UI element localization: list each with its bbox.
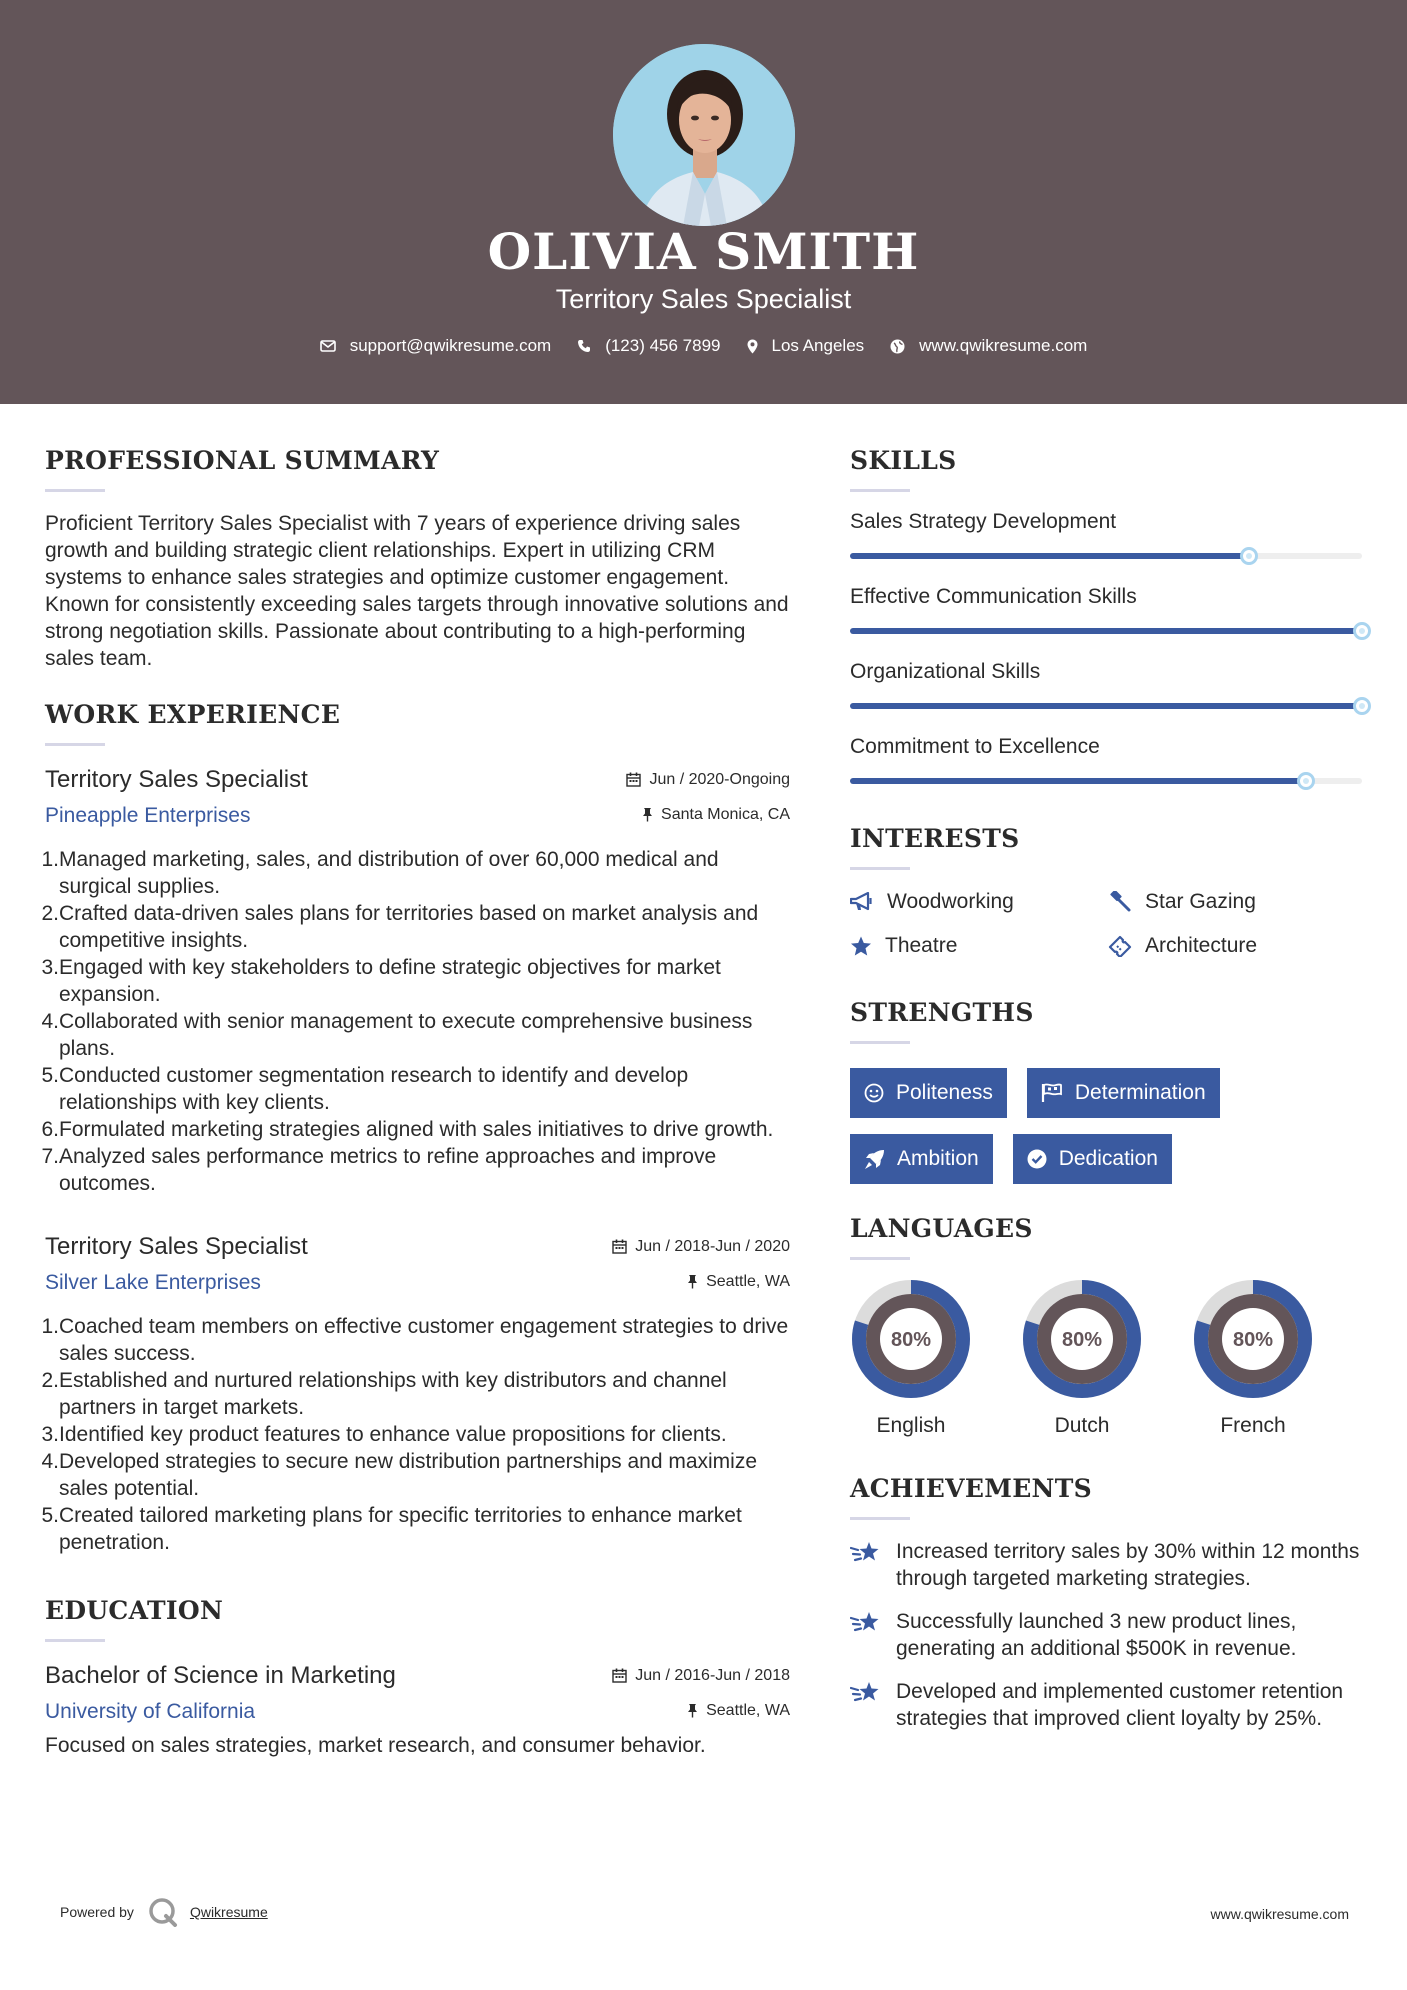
section-divider [850, 867, 910, 870]
language-name: Dutch [1054, 1414, 1110, 1437]
list-item: 5. Created tailored marketing plans for specific territories to enhance market penetration. [41, 1504, 742, 1554]
skill-bar [850, 703, 1362, 709]
job-location: Santa Monica, CA [642, 806, 790, 824]
contact-email[interactable] [320, 336, 552, 356]
rocket-icon [864, 1149, 885, 1170]
qwikresume-logo-icon [148, 1897, 178, 1927]
shooting-star-icon [850, 1610, 882, 1636]
star-icon [850, 936, 872, 957]
skill-bar-knob [1353, 622, 1371, 640]
section-divider [850, 1517, 910, 1520]
achievement-text: Developed and implemented customer retention strategies that improved client loyalty by 25%. [896, 1680, 1344, 1730]
language-item [1021, 1278, 1192, 1438]
language-percent: 80% [1061, 1329, 1103, 1351]
calendar-icon [626, 772, 641, 787]
skill-bar-fill [850, 628, 1362, 634]
smile-icon [864, 1083, 884, 1103]
calendar-icon [612, 1668, 627, 1683]
pushpin-icon [642, 807, 653, 822]
job-entry [41, 1233, 790, 1556]
job-date: Jun / 2018-Jun / 2020 [612, 1238, 790, 1256]
achievement-text: Successfully launched 3 new product lines, generating an additional $500K in revenue. [896, 1610, 1297, 1660]
skill-bar-knob [1353, 697, 1371, 715]
summary-heading: PROFESSIONAL SUMMARY [45, 446, 440, 475]
job-date: Jun / 2020-Ongoing [626, 771, 790, 789]
language-item [850, 1278, 1021, 1438]
interests-heading: INTERESTS [850, 824, 1020, 853]
language-percent: 80% [890, 1329, 932, 1351]
contact-phone[interactable] [577, 336, 720, 356]
strength-tag: Ambition [850, 1134, 993, 1184]
footer-powered-by [60, 1897, 268, 1927]
skills-heading: SKILLS [850, 446, 957, 475]
skill-bar [850, 553, 1362, 559]
section-divider [850, 1257, 910, 1260]
list-item: 4. Collaborated with senior management to execute comprehensive business plans. [41, 1010, 753, 1060]
summary-section [45, 446, 790, 672]
list-item: 1. Coached team members on effective customer engagement strategies to drive sales success. [41, 1315, 789, 1365]
list-item: 4. Developed strategies to secure new distribution partnerships and maximize sales potential. [41, 1450, 758, 1500]
experience-heading: WORK EXPERIENCE [45, 700, 341, 729]
contact-website[interactable] [890, 336, 1087, 356]
skill-name: Commitment to Excellence [850, 735, 1100, 758]
achievement-item [850, 1538, 1370, 1592]
job-location: Seattle, WA [687, 1273, 790, 1291]
strengths-heading: STRENGTHS [850, 998, 1034, 1027]
skill-name: Sales Strategy Development [850, 510, 1117, 533]
achievement-item [850, 1608, 1370, 1662]
skill-item [850, 660, 1370, 709]
skill-bar-knob [1297, 772, 1315, 790]
strength-tag: Politeness [850, 1068, 1007, 1118]
contact-location [747, 336, 865, 356]
section-divider [850, 1041, 910, 1044]
interest-item: Woodworking [850, 890, 1108, 914]
list-item: 2. Crafted data-driven sales plans for territories based on market analysis and competitive insights. [41, 902, 759, 952]
section-divider [45, 489, 105, 492]
list-item: 5. Conducted customer segmentation research to identify and develop relationships with key clients. [41, 1064, 689, 1114]
strengths-section [850, 998, 1370, 1200]
list-item: 2. Established and nurtured relationships with key distributors and channel partners in target markets. [41, 1369, 727, 1419]
achievements-heading: ACHIEVEMENTS [850, 1474, 1092, 1503]
shooting-star-icon [850, 1540, 882, 1566]
list-item: 3. Identified key product features to enhance value propositions for clients. [41, 1423, 727, 1446]
language-name: French [1220, 1414, 1286, 1437]
envelope-icon [320, 340, 336, 352]
pushpin-icon [687, 1703, 698, 1718]
right-column [850, 404, 1370, 1748]
experience-section [41, 700, 790, 1556]
list-item: 3. Engaged with key stakeholders to define strategic objectives for market expansion. [41, 956, 721, 1006]
list-item: 1. Managed marketing, sales, and distribution of over 60,000 medical and surgical supplies. [41, 848, 719, 898]
skill-bar [850, 628, 1362, 634]
strength-tag: Dedication [1013, 1134, 1172, 1184]
language-progress-ring [1192, 1278, 1314, 1400]
achievement-text: Increased territory sales by 30% within 12 months through targeted marketing strategies. [896, 1540, 1360, 1590]
job-company: Silver Lake Enterprises [45, 1271, 261, 1294]
language-item [1192, 1278, 1363, 1438]
achievements-section [850, 1474, 1370, 1732]
language-name: English [876, 1414, 946, 1437]
phone-icon [577, 339, 591, 353]
job-role: Territory Sales Specialist [45, 1233, 308, 1260]
job-entry [41, 766, 790, 1197]
education-heading: EDUCATION [45, 1596, 224, 1625]
skill-bar-fill [850, 778, 1306, 784]
qwikresume-link[interactable]: Qwikresume [189, 1904, 268, 1920]
megaphone-icon [850, 892, 874, 912]
skill-item [850, 585, 1370, 634]
skill-item [850, 510, 1370, 559]
calendar-icon [612, 1239, 627, 1254]
skill-bar-fill [850, 553, 1249, 559]
left-column [41, 404, 790, 1759]
skill-name: Organizational Skills [850, 660, 1041, 683]
section-divider [45, 1639, 105, 1642]
phone-text: (123) 456 7899 [605, 336, 721, 355]
summary-text: Proficient Territory Sales Specialist with 7 years of experience driving sales growth and building strategic client relationships. Expert in utilizing CRM systems to enhance sales strategies and optimize customer engagement. Known for consistently exceeding sales targets through innovative solutions and strong negotiation skills. Passionate about contributing to a high-performing sales team. [45, 512, 789, 670]
skill-name: Effective Communication Skills [850, 585, 1137, 608]
skill-bar-fill [850, 703, 1362, 709]
person-portrait-icon [613, 44, 795, 226]
resume-header [0, 0, 1407, 404]
ticket-icon [1108, 935, 1132, 957]
powered-by-label: Powered by [60, 1904, 134, 1920]
education-date: Jun / 2016-Jun / 2018 [612, 1667, 790, 1685]
education-entry [45, 1662, 790, 1759]
school-name: University of California [45, 1700, 256, 1723]
strength-tag: Determination [1027, 1068, 1220, 1118]
skill-bar-knob [1240, 547, 1258, 565]
section-divider [850, 489, 910, 492]
interest-item: Star Gazing [1108, 890, 1366, 914]
footer-website[interactable]: www.qwikresume.com [1210, 1906, 1349, 1922]
education-location: Seattle, WA [687, 1702, 790, 1720]
contact-bar [0, 336, 1407, 356]
achievement-item [850, 1678, 1370, 1732]
skill-item [850, 735, 1370, 784]
globe-icon [890, 339, 905, 354]
location-text: Los Angeles [771, 336, 865, 355]
languages-heading: LANGUAGES [850, 1214, 1033, 1243]
flag-icon [1041, 1083, 1063, 1103]
skills-section [850, 446, 1370, 784]
shooting-star-icon [850, 1680, 882, 1706]
interests-section [850, 824, 1370, 958]
interest-item: Theatre [850, 934, 1108, 958]
profile-photo [613, 44, 795, 226]
language-progress-ring [1021, 1278, 1143, 1400]
interest-item: Architecture [1108, 934, 1366, 958]
pushpin-icon [687, 1274, 698, 1289]
list-item: 7. Analyzed sales performance metrics to refine approaches and improve outcomes. [41, 1145, 717, 1195]
job-bullets [41, 846, 790, 1197]
gavel-icon [1108, 891, 1132, 913]
email-text: support@qwikresume.com [349, 336, 552, 355]
degree-name: Bachelor of Science in Marketing [45, 1662, 396, 1689]
job-bullets [41, 1313, 790, 1556]
candidate-title: Territory Sales Specialist [555, 284, 852, 314]
skill-bar [850, 778, 1362, 784]
language-percent: 80% [1232, 1329, 1274, 1351]
website-text: www.qwikresume.com [919, 336, 1088, 355]
job-company: Pineapple Enterprises [45, 804, 251, 827]
list-item: 6. Formulated marketing strategies aligned with sales initiatives to drive growth. [41, 1118, 774, 1141]
section-divider [45, 743, 105, 746]
map-pin-icon [747, 339, 758, 354]
education-description: Focused on sales strategies, market research, and consumer behavior. [45, 1734, 706, 1757]
job-role: Territory Sales Specialist [45, 766, 308, 793]
check-circle-icon [1027, 1149, 1047, 1169]
languages-section [850, 1214, 1370, 1438]
education-section [45, 1596, 790, 1759]
language-progress-ring [850, 1278, 972, 1400]
candidate-name: OLIVIA SMITH [487, 222, 920, 281]
